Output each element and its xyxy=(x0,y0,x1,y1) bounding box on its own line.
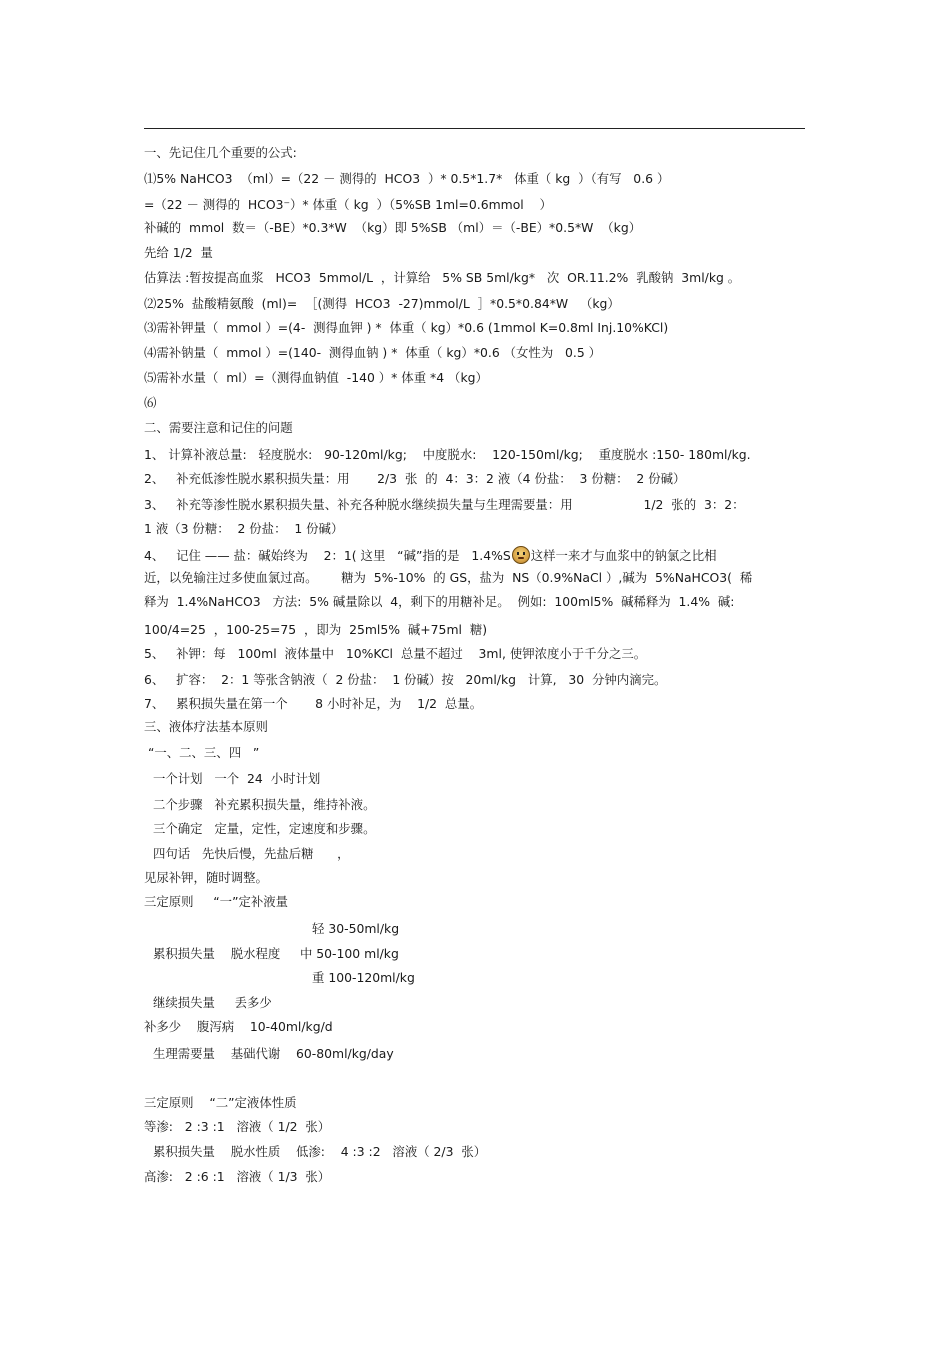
section-heading-2: 二、需要注意和记住的问题 xyxy=(144,420,293,435)
formula-line: ⑹ xyxy=(144,395,157,410)
note-line: 7、 累积损失量在第一个 8 小时补足，为 1/2 总量。 xyxy=(144,696,483,711)
principle-item: 四句话 先快后慢，先盐后糖 ， xyxy=(153,846,350,861)
principle-item: 二个步骤 补充累积损失量，维持补液。 xyxy=(153,797,376,812)
formula-line: ⑴5% NaHCO3 （ml）=（22 － 测得的 HCO3 ）* 0.5*1.7* 体重（ kg ）（有写 0.6 ） xyxy=(144,171,670,186)
header-rule xyxy=(144,128,805,129)
smiley-face-icon xyxy=(512,546,530,564)
formula-line: ⑶需补钾量（ mmol ）=(4- 测得血钾 ) * 体重（ kg）*0.6 (1mmol K=0.8ml Inj.10%KCl) xyxy=(144,320,669,335)
section-heading-1: 一、先记住几个重要的公式: xyxy=(144,145,297,160)
dehydration-level: 轻 30-50ml/kg xyxy=(312,921,400,936)
dehydration-row: 累积损失量 脱水程度 中 50-100 ml/kg xyxy=(153,946,399,961)
note-line: 释为 1.4%NaHCO3 方法: 5% 碱量除以 4，剩下的用糖补足。 例如: 100ml5% 碱稀释为 1.4% 碱: xyxy=(144,594,735,609)
formula-line: 先给 1/2 量 xyxy=(144,245,213,260)
note-line: 1、 计算补液总量: 轻度脱水: 90-120ml/kg; 中度脱水: 120-150ml/kg; 重度脱水 :150- 180ml/kg. xyxy=(144,447,751,462)
note-line: 1 液（3 份糖： 2 份盐： 1 份碱） xyxy=(144,521,344,536)
loss-row: 继续损失量 丢多少 xyxy=(153,995,272,1010)
note-line: 近，以免输注过多使血氯过高。 糖为 5%-10% 的 GS，盐为 NS（0.9%NaCl ）,碱为 5%NaHCO3( 稀 xyxy=(144,570,753,585)
principle-heading: 三定原则 “一”定补液量 xyxy=(144,894,289,909)
principle-line: 见尿补钾，随时调整。 xyxy=(144,870,268,885)
note-line: 3、 补充等渗性脱水累积损失量、补充各种脱水继续损失量与生理需要量：用 1/2 张的 3：2： xyxy=(144,497,745,512)
solution-row: 高渗: 2 :6 :1 溶液（ 1/3 张） xyxy=(144,1169,331,1184)
loss-row: 补多少 腹泻病 10-40ml/kg/d xyxy=(144,1019,333,1034)
note-line-4-start: 4、 记住 —— 盐：碱始终为 2：1( 这里 “碱”指的是 1.4%S xyxy=(144,548,511,563)
principle-item: 一个计划 一个 24 小时计划 xyxy=(153,771,321,786)
note-line: 2、 补充低渗性脱水累积损失量：用 2/3 张 的 4：3：2 液（4 份盐： 3 份糖： 2 份碱） xyxy=(144,471,686,486)
formula-line: ⑷需补钠量（ mmol ）=(140- 测得血钠 ) * 体重（ kg）*0.6 （女性为 0.5 ） xyxy=(144,345,602,360)
principle-line: “一、二、三、四 ” xyxy=(144,745,260,760)
note-line: 100/4=25 ，100-25=75 ，即为 25ml5% 碱+75ml 糖) xyxy=(144,622,488,637)
note-line-4-end: 这样一来才与血浆中的钠氯之比相 xyxy=(530,548,717,563)
formula-line: ⑵25% 盐酸精氨酸 (ml)= ［(测得 HCO3 -27)mmol/L ］*0.5*0.84*W （kg） xyxy=(144,296,620,311)
principle-item: 三个确定 定量，定性，定速度和步骤。 xyxy=(153,821,376,836)
note-line-4 xyxy=(144,546,717,564)
note-line: 5、 补钾：每 100ml 液体量中 10%KCl 总量不超过 3ml, 使钾浓度小于千分之三。 xyxy=(144,646,647,661)
solution-row: 累积损失量 脱水性质 低渗: 4 :3 :2 溶液（ 2/3 张） xyxy=(153,1144,487,1159)
formula-line: ⑸需补水量（ ml）=（测得血钠值 -140 ）* 体重 *4 （kg） xyxy=(144,370,488,385)
formula-line: 估算法 :暂按提高血浆 HCO3 5mmol/L ，计算给 5% SB 5ml/kg* 次 OR.11.2% 乳酸钠 3ml/kg 。 xyxy=(144,270,741,285)
principle-heading: 三定原则 “二”定液体性质 xyxy=(144,1095,297,1110)
loss-row: 生理需要量 基础代谢 60-80ml/kg/day xyxy=(153,1046,394,1061)
formula-line: =（22 － 测得的 HCO3⁻）* 体重（ kg ）（5%SB 1ml=0.6mmol ） xyxy=(144,197,552,212)
solution-row: 等渗: 2 :3 :1 溶液（ 1/2 张） xyxy=(144,1119,331,1134)
section-heading-3: 三、液体疗法基本原则 xyxy=(144,719,268,734)
dehydration-level: 重 100-120ml/kg xyxy=(312,970,415,985)
note-line: 6、 扩容： 2：1 等张含钠液（ 2 份盐： 1 份碱）按 20ml/kg 计算, 30 分钟内滴完。 xyxy=(144,672,667,687)
formula-line: 补碱的 mmol 数＝（-BE）*0.3*W （kg）即 5%SB （ml）＝（-BE）*0.5*W （kg） xyxy=(144,220,642,235)
